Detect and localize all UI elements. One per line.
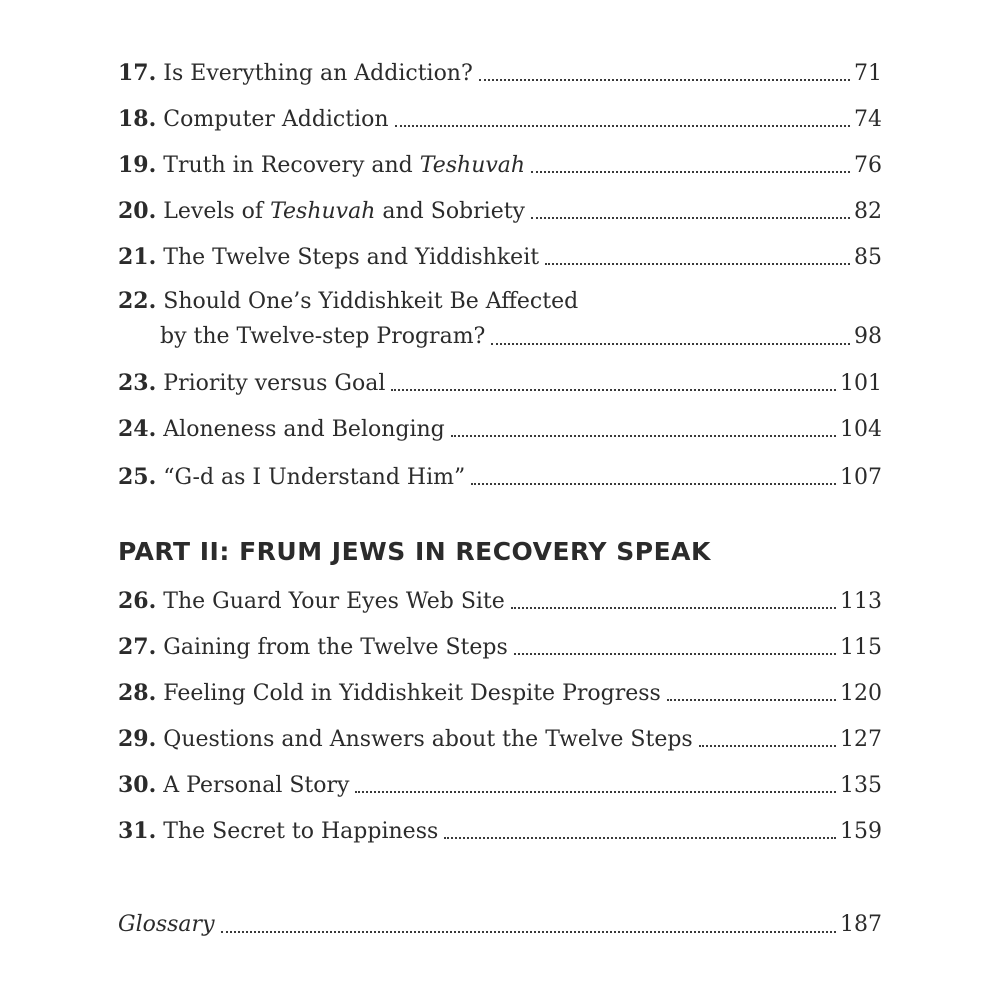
glossary-title: Glossary: [118, 912, 215, 937]
dot-leader: [355, 790, 836, 793]
chapter-title-continued: by the Twelve-step Program?: [160, 324, 486, 349]
toc-entry-19[interactable]: [118, 148, 882, 182]
toc-entry-glossary[interactable]: [118, 908, 882, 942]
chapter-title-italic: Teshuvah: [419, 153, 526, 178]
page-number: 159: [840, 819, 882, 844]
toc-entry-26[interactable]: [118, 584, 882, 618]
chapter-title: Gaining from the Twelve Steps: [163, 635, 508, 660]
chapter-title: A Personal Story: [163, 773, 350, 798]
dot-leader: [221, 930, 837, 933]
dot-leader: [511, 606, 836, 609]
chapter-number: 21.: [118, 244, 157, 270]
page-number: 104: [840, 417, 882, 442]
dot-leader: [491, 342, 850, 345]
chapter-number: 23.: [118, 370, 157, 396]
chapter-number: 24.: [118, 416, 157, 442]
chapter-title: Feeling Cold in Yiddishkeit Despite Progress: [163, 681, 661, 706]
page-number: 71: [854, 61, 882, 86]
toc-entry-17[interactable]: [118, 56, 882, 90]
dot-leader: [545, 262, 850, 265]
toc-entry-22-line1[interactable]: [118, 284, 578, 318]
toc-entry-22-line2[interactable]: [160, 320, 882, 354]
chapter-title-text: Levels of: [163, 199, 271, 224]
chapter-title: Aloneness and Belonging: [163, 417, 445, 442]
toc-entry-23[interactable]: [118, 366, 882, 400]
toc-entry-20[interactable]: [118, 194, 882, 228]
chapter-title: Questions and Answers about the Twelve Steps: [163, 727, 693, 752]
page-number: 113: [840, 589, 882, 614]
page-number: 98: [854, 324, 882, 349]
toc-entry-29[interactable]: [118, 722, 882, 756]
page-number: 85: [854, 245, 882, 270]
page-number: 115: [840, 635, 882, 660]
chapter-number: 26.: [118, 588, 157, 614]
chapter-title: Computer Addiction: [163, 107, 389, 132]
toc-entry-31[interactable]: [118, 814, 882, 848]
chapter-number: 29.: [118, 726, 157, 752]
dot-leader: [514, 652, 836, 655]
chapter-number: 25.: [118, 464, 157, 490]
chapter-number: 19.: [118, 152, 157, 178]
toc-entry-30[interactable]: [118, 768, 882, 802]
dot-leader: [699, 744, 836, 747]
chapter-number: 18.: [118, 106, 157, 132]
chapter-title-italic: Teshuvah: [270, 199, 376, 224]
part-heading: PART II: FRUM JEWS IN RECOVERY SPEAK: [118, 537, 711, 566]
chapter-title-text: Truth in Recovery and: [163, 153, 420, 178]
toc-entry-27[interactable]: [118, 630, 882, 664]
chapter-title: [163, 195, 525, 229]
chapter-title-text-end: and Sobriety: [375, 199, 525, 224]
page-number: 76: [854, 153, 882, 178]
dot-leader: [531, 170, 850, 173]
chapter-title: The Secret to Happiness: [163, 819, 439, 844]
dot-leader: [395, 124, 850, 127]
toc-entry-25[interactable]: [118, 460, 882, 494]
chapter-number: 30.: [118, 772, 157, 798]
chapter-title: The Guard Your Eyes Web Site: [163, 589, 505, 614]
page-number: 127: [840, 727, 882, 752]
chapter-number: 31.: [118, 818, 157, 844]
chapter-number: 17.: [118, 60, 157, 86]
page-number: 135: [840, 773, 882, 798]
chapter-title: [163, 149, 525, 183]
toc-entry-21[interactable]: [118, 240, 882, 274]
chapter-title: Should One’s Yiddishkeit Be Affected: [163, 289, 579, 314]
toc-entry-28[interactable]: [118, 676, 882, 710]
dot-leader: [451, 434, 836, 437]
page-number: 107: [840, 465, 882, 490]
dot-leader: [531, 216, 850, 219]
chapter-title: Is Everything an Addiction?: [163, 61, 473, 86]
chapter-title: “G-d as I Understand Him”: [163, 465, 466, 490]
dot-leader: [667, 698, 836, 701]
chapter-number: 22.: [118, 288, 157, 314]
toc-entry-18[interactable]: [118, 102, 882, 136]
dot-leader: [444, 836, 836, 839]
chapter-title: Priority versus Goal: [163, 371, 386, 396]
dot-leader: [471, 482, 836, 485]
page-number: 74: [854, 107, 882, 132]
chapter-number: 20.: [118, 198, 157, 224]
page-number: 82: [854, 199, 882, 224]
dot-leader: [391, 388, 836, 391]
chapter-number: 28.: [118, 680, 157, 706]
page-number: 120: [840, 681, 882, 706]
toc-entry-24[interactable]: [118, 412, 882, 446]
chapter-number: 27.: [118, 634, 157, 660]
page-number: 101: [840, 371, 882, 396]
chapter-title: The Twelve Steps and Yiddishkeit: [163, 245, 540, 270]
dot-leader: [479, 78, 850, 81]
page-number: 187: [840, 912, 882, 937]
